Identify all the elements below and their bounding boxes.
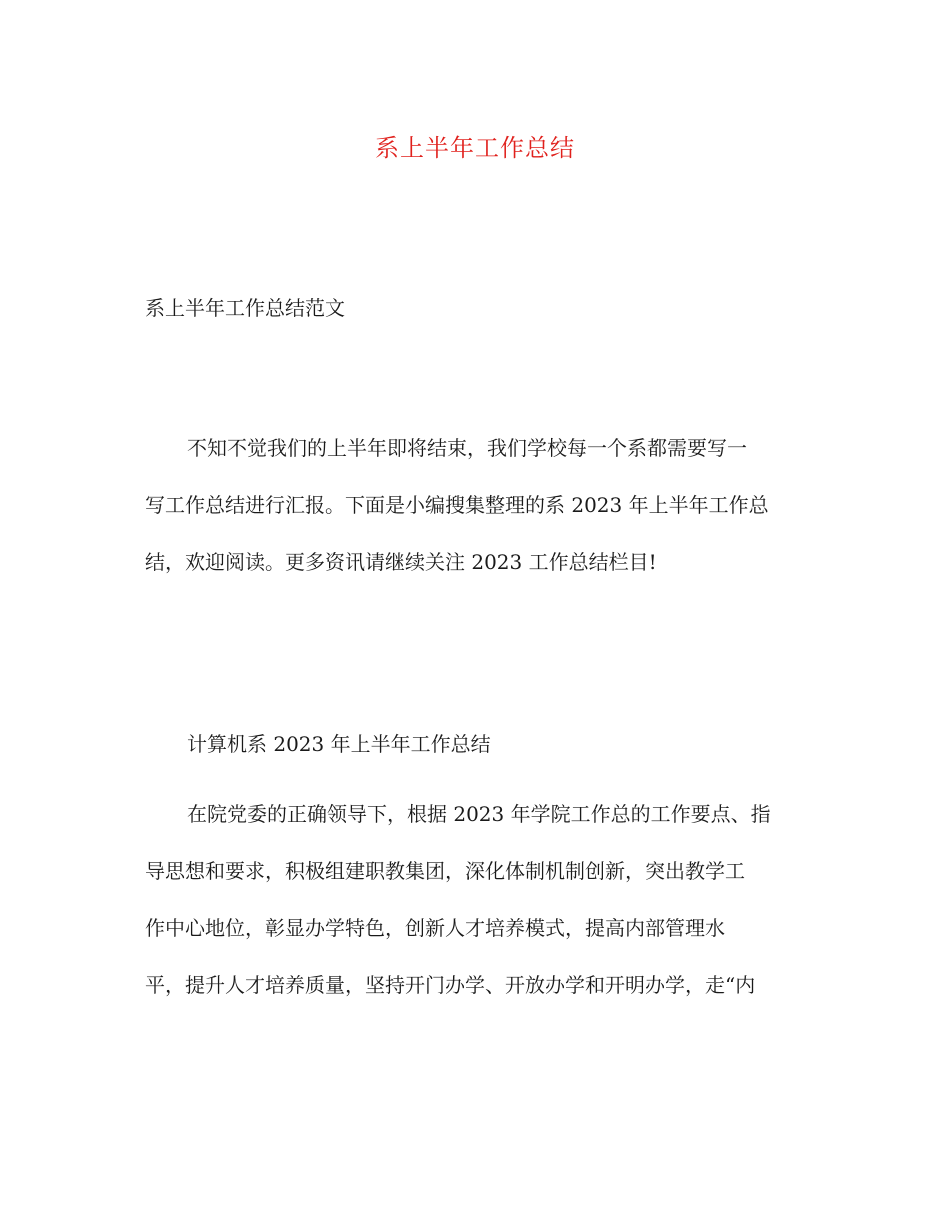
- body-line: 平，提升人才培养质量，坚持开门办学、开放办学和开明办学，走“内: [145, 973, 756, 997]
- section-heading: 计算机系 2023 年上半年工作总结: [187, 732, 491, 756]
- document-subtitle: 系上半年工作总结范文: [145, 296, 345, 320]
- body-paragraph: [145, 786, 810, 1014]
- body-line: 在院党委的正确领导下，根据 2023 年学院工作总的工作要点、指: [187, 802, 771, 826]
- document-title: 系上半年工作总结: [375, 134, 575, 162]
- intro-line: 结，欢迎阅读。更多资讯请继续关注 2023 工作总结栏目!: [145, 550, 657, 574]
- intro-line: 不知不觉我们的上半年即将结束，我们学校每一个系都需要写一: [187, 436, 747, 460]
- body-line: 导思想和要求，积极组建职教集团，深化体制机制创新，突出教学工: [145, 859, 745, 883]
- intro-paragraph: [145, 420, 810, 591]
- body-line: 作中心地位，彰显办学特色，创新人才培养模式，提高内部管理水: [145, 916, 725, 940]
- intro-line: 写工作总结进行汇报。下面是小编搜集整理的系 2023 年上半年工作总: [145, 493, 769, 517]
